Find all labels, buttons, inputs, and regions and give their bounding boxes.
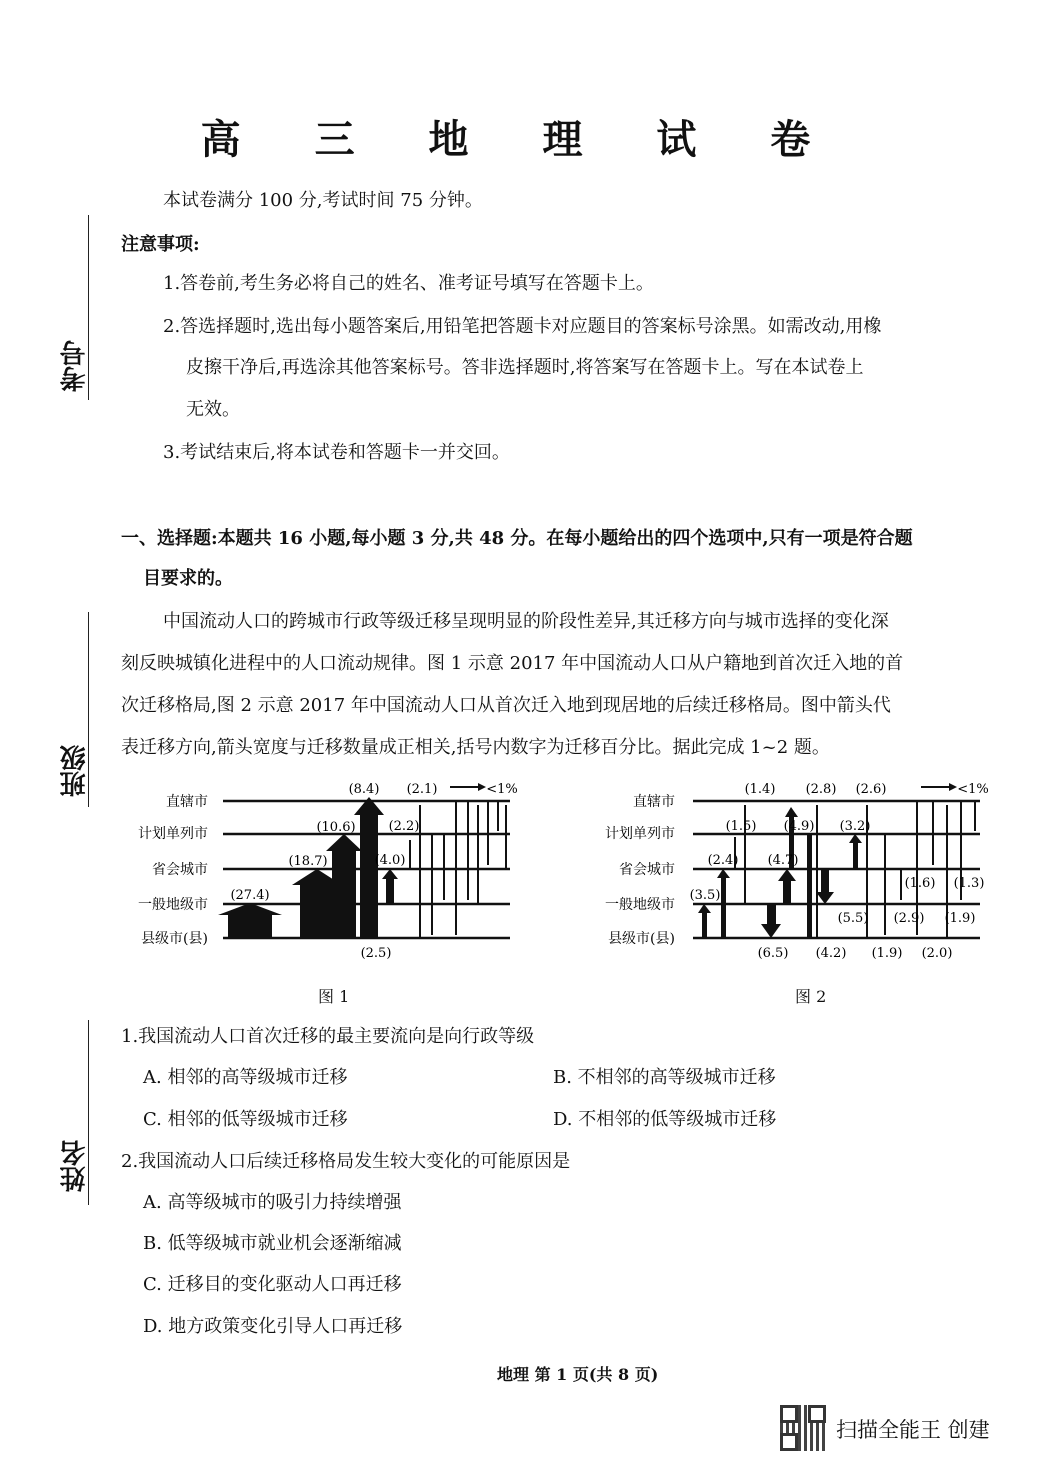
section-heading-cont: 目要求的。	[143, 568, 233, 589]
section-heading: 一、选择题:本题共 16 小题,每小题 3 分,共 48 分。在每小题给出的四个选项中,只有一项是符合题	[121, 528, 913, 549]
scanner-watermark: 扫描全能王 创建	[836, 1418, 990, 1442]
value-label: (1.9)	[944, 911, 976, 926]
arrow-4-0	[382, 869, 398, 904]
question-1-option-b: B. 不相邻的高等级城市迁移	[553, 1067, 776, 1088]
notice-item: 3.考试结束后,将本试卷和答题卡一并交回。	[163, 442, 510, 463]
arrowhead	[761, 924, 781, 938]
arrowhead	[816, 892, 834, 904]
arrowhead	[778, 869, 796, 881]
notice-item: 1.答卷前,考生务必将自己的姓名、准考证号填写在答题卡上。	[163, 273, 654, 294]
value-label: (2.5)	[360, 946, 392, 961]
class-label: 班级	[60, 745, 90, 797]
value-label: (2.9)	[893, 911, 925, 926]
arrow-5-5	[821, 869, 829, 892]
value-label: (10.6)	[316, 820, 356, 835]
value-label: (2.8)	[805, 782, 837, 797]
question-1-option-d: D. 不相邻的低等级城市迁移	[553, 1109, 777, 1130]
arrowhead	[849, 834, 862, 843]
arrow-2-5	[373, 904, 378, 938]
value-label: (4.7)	[767, 853, 799, 868]
question-2-stem: 2.我国流动人口后续迁移格局发生较大变化的可能原因是	[121, 1151, 571, 1172]
level-label: 省会城市	[619, 862, 675, 878]
passage-line: 表迁移方向,箭头宽度与迁移数量成正相关,括号内数字为迁移百分比。据此完成 1~2 题。	[121, 737, 830, 758]
question-1-stem: 1.我国流动人口首次迁移的最主要流向是向行政等级	[121, 1026, 535, 1047]
notice-item: 2.答选择题时,选出每小题答案后,用铅笔把答题卡对应题目的答案标号涂黑。如需改动,用橡	[163, 316, 882, 337]
value-label: (3.2)	[839, 819, 871, 834]
level-label: 计划单列市	[138, 826, 208, 842]
value-label: (1.5)	[725, 819, 757, 834]
notice-item: 无效。	[186, 399, 240, 420]
question-2-option-b: B. 低等级城市就业机会逐渐缩减	[143, 1233, 402, 1254]
value-label: (1.6)	[904, 876, 936, 891]
notice-item: 皮擦干净后,再选涂其他答案标号。答非选择题时,将答案写在答题卡上。写在本试卷上	[186, 357, 864, 378]
level-label: 省会城市	[152, 862, 208, 878]
page-footer: 地理 第 1 页(共 8 页)	[497, 1365, 659, 1384]
level-label: 一般地级市	[605, 897, 675, 913]
arrow-4-2	[807, 834, 812, 938]
value-label: (2.0)	[921, 946, 953, 961]
arrowhead	[785, 807, 798, 817]
value-label: (1.9)	[871, 946, 903, 961]
figure-1-caption: 图 1	[318, 987, 350, 1006]
value-label: (6.5)	[757, 946, 789, 961]
value-label: (2.2)	[388, 819, 420, 834]
page-title: 高 三 地 理 试 卷	[200, 116, 841, 163]
value-label: (1.3)	[953, 876, 985, 891]
value-label: (4.0)	[374, 853, 406, 868]
legend-label: <1%	[486, 782, 518, 797]
notice-heading: 注意事项:	[121, 234, 200, 255]
figure-2-caption: 图 2	[795, 987, 827, 1006]
value-label: (18.7)	[288, 854, 328, 869]
arrow-2-4	[721, 875, 726, 938]
arrowhead	[717, 869, 730, 878]
passage-line: 刻反映城镇化进程中的人口流动规律。图 1 示意 2017 年中国流动人口从户籍地到首次迁入地的首	[121, 653, 904, 674]
question-1-option-c: C. 相邻的低等级城市迁移	[143, 1109, 348, 1130]
value-label: (2.6)	[855, 782, 887, 797]
question-2-option-c: C. 迁移目的变化驱动人口再迁移	[143, 1274, 402, 1295]
value-label: (5.5)	[837, 911, 869, 926]
level-label: 县级市(县)	[608, 931, 675, 947]
question-2-option-d: D. 地方政策变化引导人口再迁移	[143, 1316, 403, 1337]
value-label: (27.4)	[230, 888, 270, 903]
level-label: 直辖市	[166, 794, 208, 810]
question-1-option-a: A. 相邻的高等级城市迁移	[143, 1067, 348, 1088]
name-label: 姓名	[60, 1140, 90, 1192]
question-2-option-a: A. 高等级城市的吸引力持续增强	[143, 1192, 402, 1213]
value-label: (2.4)	[707, 853, 739, 868]
exam-no-label: 考号	[60, 340, 90, 392]
arrowhead	[698, 904, 711, 913]
arrow-4-7	[783, 879, 791, 904]
level-label: 一般地级市	[138, 897, 208, 913]
qr-code-icon	[780, 1405, 826, 1451]
passage-line: 次迁移格局,图 2 示意 2017 年中国流动人口从首次迁入地到现居地的后续迁移格局。图中箭头代	[121, 695, 891, 716]
level-label: 县级市(县)	[141, 931, 208, 947]
value-label: (3.5)	[689, 888, 721, 903]
figure-2	[585, 775, 1005, 975]
legend-arrowhead	[478, 783, 486, 791]
arrow-27-4	[218, 903, 282, 938]
arrow-3-5	[702, 910, 707, 938]
legend-arrowhead	[949, 783, 957, 791]
level-label: 计划单列市	[605, 826, 675, 842]
level-label: 直辖市	[633, 794, 675, 810]
value-label: (4.2)	[815, 946, 847, 961]
intro-text: 本试卷满分 100 分,考试时间 75 分钟。	[163, 190, 483, 211]
arrow-3-2	[853, 841, 858, 869]
figure-1	[120, 775, 540, 975]
legend-label: <1%	[957, 782, 989, 797]
value-label: (4.9)	[783, 819, 815, 834]
value-label: (8.4)	[348, 782, 380, 797]
value-label: (2.1)	[406, 782, 438, 797]
passage-line: 中国流动人口的跨城市行政等级迁移呈现明显的阶段性差异,其迁移方向与城市选择的变化深	[163, 611, 889, 632]
value-label: (1.4)	[744, 782, 776, 797]
arrow-6-5	[767, 904, 776, 924]
